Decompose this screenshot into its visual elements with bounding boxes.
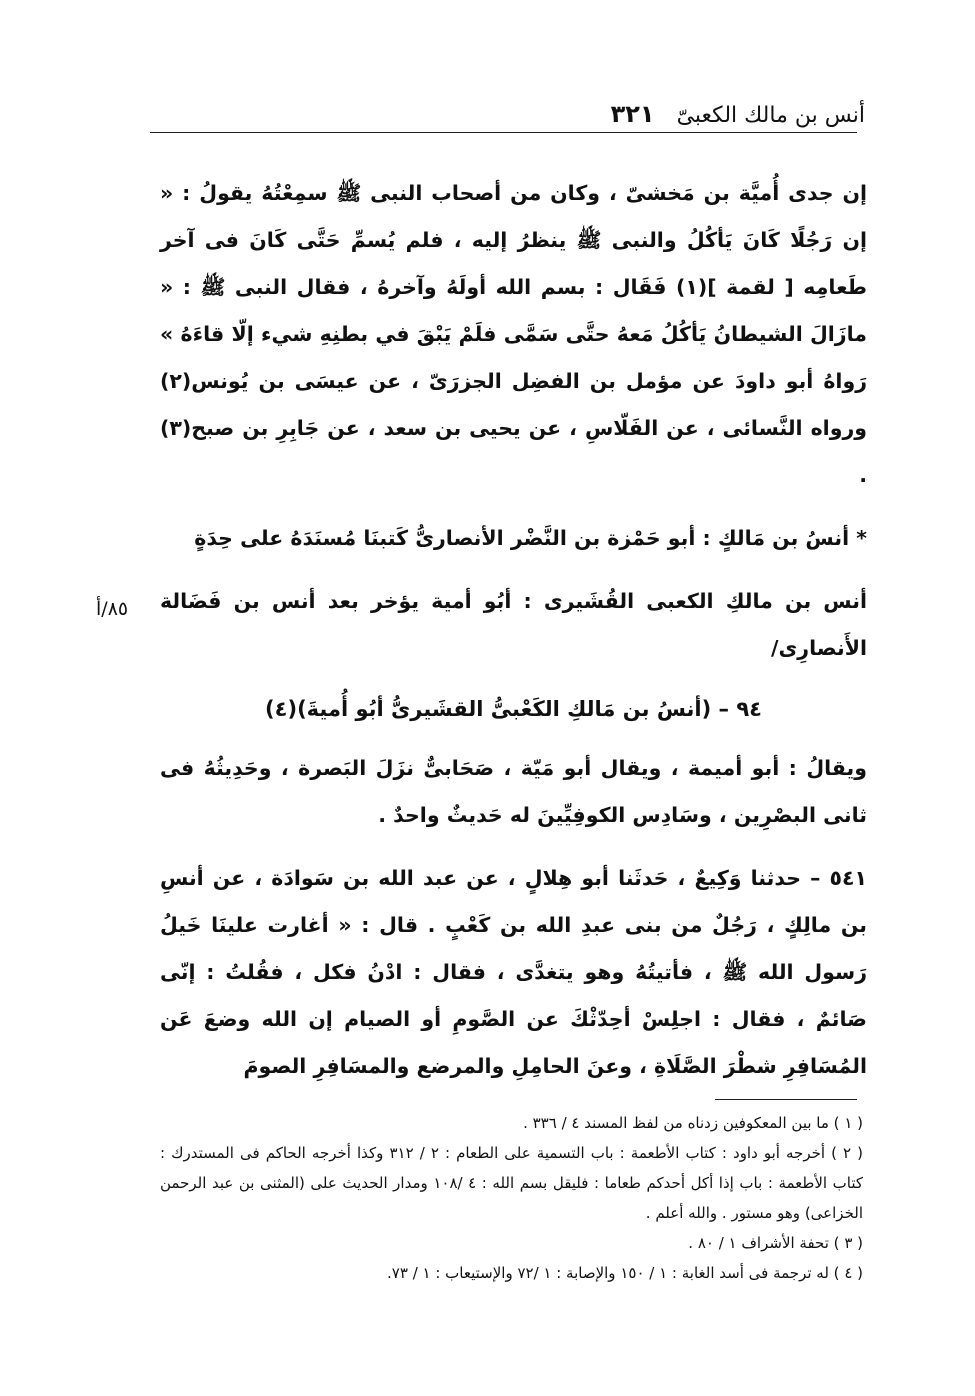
page-number: ٣٢١ xyxy=(610,100,655,128)
footnote-3: ( ٣ ) تحفة الأشراف ١ / ٨٠ . xyxy=(688,1234,863,1252)
entry-heading: ٩٤ – (أنسُ بن مَالكِ الكَعْبىُّ القشَيرىُّ أبُو أُميةَ)(٤) xyxy=(265,697,762,721)
footnote-4: ( ٤ ) له ترجمة فى أسد الغابة : ١ / ١٥٠ والإصابة : ١ /٧٢ والإستيعاب : ١ / ٧٣. xyxy=(387,1264,863,1282)
margin-folio-note: ٨٥/أ xyxy=(96,598,129,620)
footnote-rule xyxy=(715,1099,857,1100)
paragraph-3: أنس بن مالكِ الكعبى القُشَيرى : أبُو أمية يؤخر بعد أنس بن فَضَالة الأَنصارِى/ xyxy=(160,589,867,660)
running-header xyxy=(150,88,865,128)
footnote-1: ( ١ ) ما بين المعكوفين زدناه من لفظ المسند ٤ / ٣٣٦ . xyxy=(523,1114,863,1132)
footnote-2: ( ٢ ) أخرجه أبو داود : كتاب الأطعمة : باب التسمية على الطعام : ٢ / ٣١٢ وكذا أخرجه الحاكم فى المستدرك : كتاب الأطعمة : باب إذا أكل أحدكم طعاما : فليقل بسم الله : ٤ /١٠٨ ومدار الحديث على (المثنى بن عبد الرحمن الخزاعى) وهو مستور . والله أعلم . xyxy=(160,1144,863,1222)
paragraph-4: ويقالُ : أبو أميمة ، ويقال أبو مَيّة ، صَحَابىٌّ نزَلَ البَصرة ، وحَدِيثُهُ فى ثانى البصْرِين ، وسَادِس الكوفِيِّينَ له حَديثٌ واحدٌ . xyxy=(160,756,867,827)
footnotes xyxy=(160,1108,863,1288)
running-header-title: أنس بن مالك الكعبىّ xyxy=(676,103,865,128)
header-rule xyxy=(150,132,857,133)
main-text xyxy=(160,170,867,1090)
paragraph-2: * أنسُ بن مَالكٍ : أبو حَمْزة بن النَّضْر الأنصارىُّ كَتبنَا مُسنَدَهُ على حِدَةٍ xyxy=(194,526,867,550)
paragraph-1: إن جدى أُميَّة بن مَخشىّ ، وكان من أصحاب النبى ﷺ سمِعْتُهُ يقولُ : « إن رَجُلًا كَانَ يَأكُلُ والنبى ﷺ ينظرُ إليه ، فلم يُسمِّ حَتَّى كَانَ فى آخر طَعامِه [ لقمة ](١) فَقَال : بسم الله أولَهُ وآخرهُ ، فقال النبى ﷺ : « مازَالَ الشيطانُ يَأكُلُ مَعهُ حتَّى سَمَّى فلَمْ يَبْقَ في بطنِهِ شيء إلّا قاءَهُ » رَواهُ أبو داودَ عن مؤمل بن الفضِل الجزرَىّ ، عن عيسَى بن يُونس(٢) ورواه النَّسائى ، عن الفَلّاسِ ، عن يحيى بن سعد ، عن جَابِرِ بن صبح(٣) . xyxy=(160,181,867,487)
paragraph-5: ٥٤١ – حدثنا وَكِيعٌ ، حَدثَنا أبو هِلالٍ ، عن عبد الله بن سَوادَة ، عن أنسِ بن مالِكٍ ، رَجُلٌ من بنى عبدِ الله بن كَعْبٍ . قال : « أغارت علينَا خَيلُ رَسول الله ﷺ ، فأتيتُهُ وهو يتغدَّى ، فقال : ادْنُ فكل ، فقُلتُ : إنّى صَائمٌ ، فقال : اجلِسْ أحِدّثْكَ عن الصَّومِ أو الصيام إن الله وضعَ عَن المُسَافِرِ شطْرَ الصَّلَاةِ ، وعنَ الحامِلِ والمرضع والمسَافِرِ الصومَ xyxy=(160,866,867,1078)
